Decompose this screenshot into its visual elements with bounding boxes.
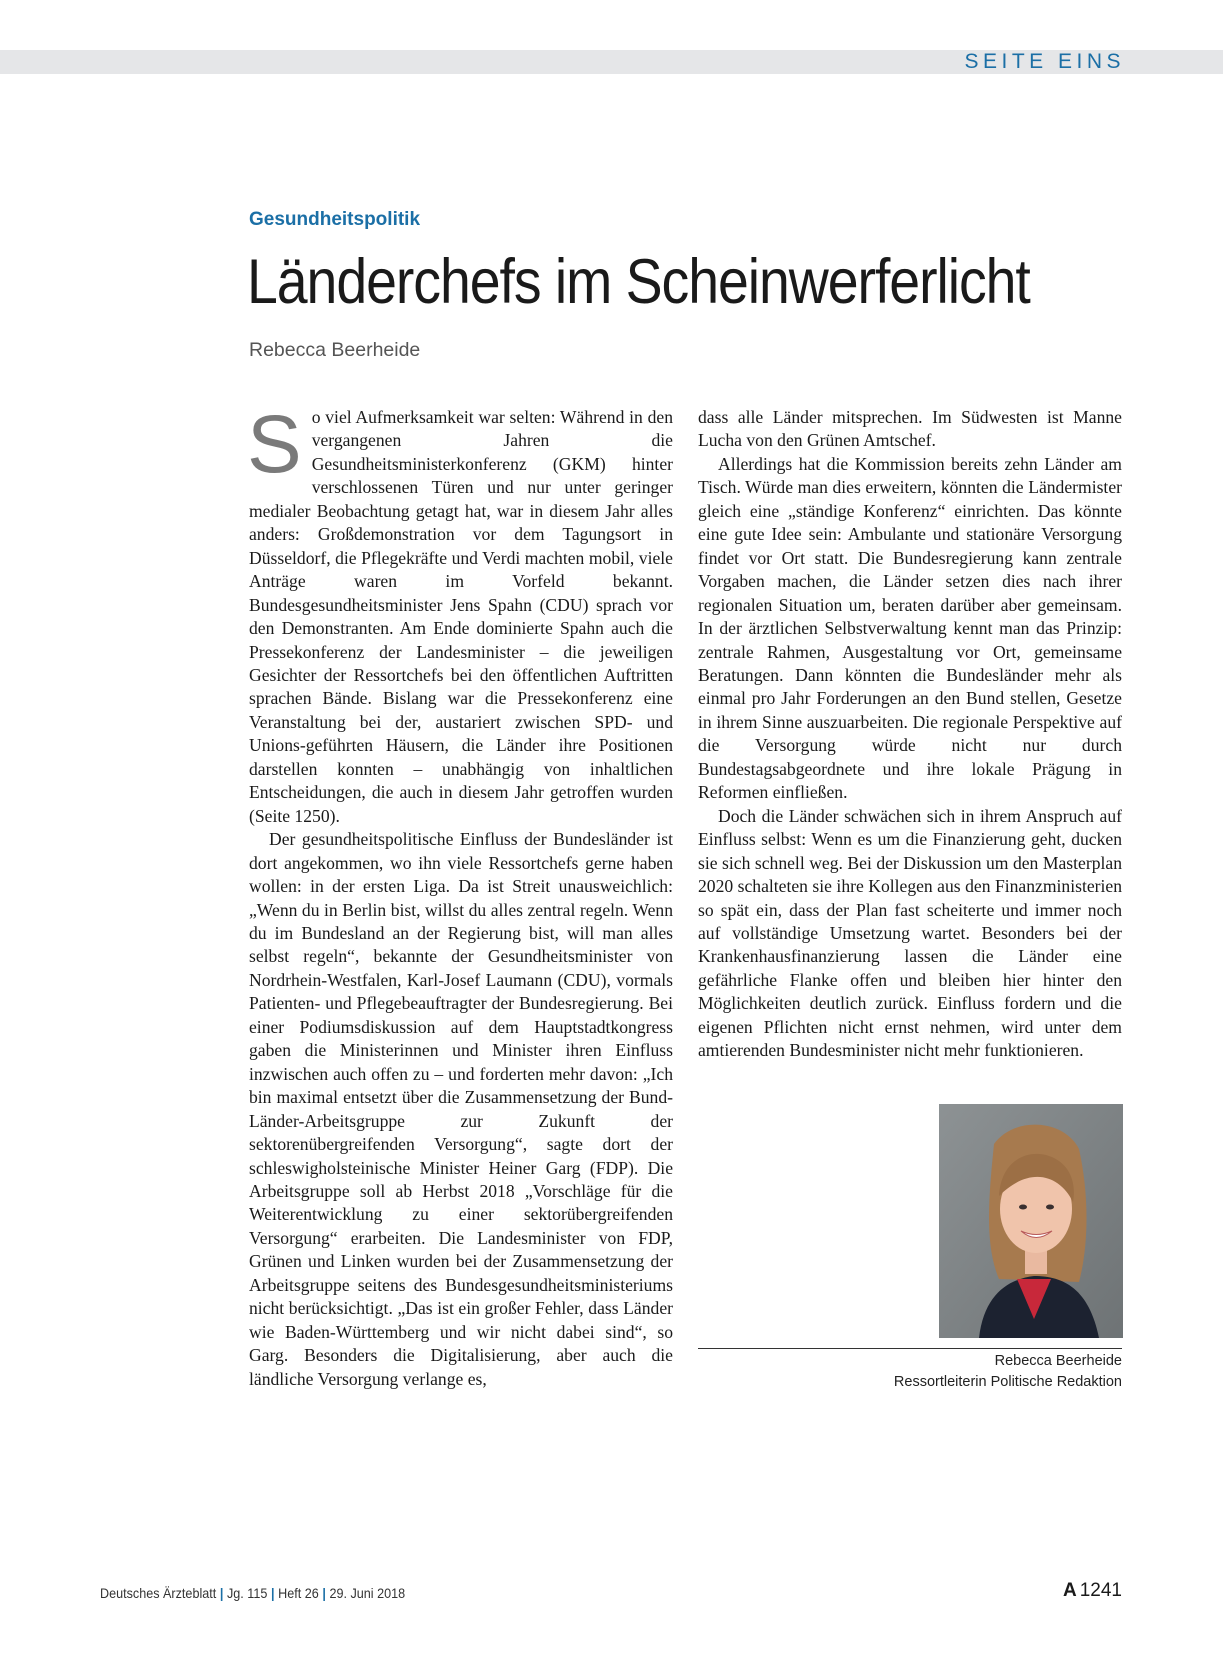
article-headline: Länderchefs im Scheinwerferlicht [247, 247, 1030, 317]
drop-cap: S [247, 399, 302, 490]
article-paragraph: Der gesundheitspolitische Einfluss der Bundesländer ist dort angekommen, wo ihn viele Ressortchefs gerne haben wollen: in der ersten Liga. Da ist Streit unausweichlich: „Wenn du in Berlin bist, willst du alles zentral regeln. Wenn du im Bundesland an der Regierung bist, will man alles selbst regeln“, bekannte der Gesundheitsminister von Nordrhein-Westfalen, Karl-Josef Laumann (CDU), vormals Patienten- und Pflegebeauftragter der Bundesregierung. Bei einer Podiumsdiskussion auf dem Hauptstadtkongress gaben die Ministerinnen und Minister ihren Einfluss inzwischen auch offen zu – und forderten mehr davon: „Ich bin maximal entsetzt über die Zusammensetzung der Bund-Länder-Arbeitsgruppe zur Zukunft der sektorenübergreifenden Versorgung“, sagte dort der schleswigholsteinische Minister Heiner Garg (FDP). Die Arbeitsgruppe soll ab Herbst 2018 „Vorschläge für die Weiterentwicklung zu einer sektorübergreifenden Versorgung“ erarbeiten. Die Landesminister von FDP, Grünen und Linken wurden bei der Zusammensetzung der Arbeitsgruppe seitens des Bundesgesundheitsministeriums nicht berücksichtigt. „Das ist ein großer Fehler, dass Länder wie Baden-Württemberg und wir nicht dabei sind“, so Garg. Besonders die Digitalisierung, aber auch die ländliche Versorgung verlange es, [249, 829, 673, 1389]
caption-divider [698, 1348, 1122, 1349]
footer-date: 29. Juni 2018 [329, 1585, 406, 1601]
caption-name: Rebecca Beerheide [994, 1353, 1122, 1369]
footer-volume: Jg. 115 [226, 1585, 268, 1601]
article-paragraph [247, 399, 673, 828]
footer-separator: | [270, 1585, 275, 1601]
author-portrait [939, 1104, 1123, 1338]
page-number-value: 1241 [1079, 1580, 1122, 1601]
article-paragraph: dass alle Länder mitsprechen. Im Südwesten ist Manne Lucha von den Grünen Amtschef. [698, 407, 1122, 451]
paragraph-text: o viel Aufmerksamkeit war selten: Während in den vergangenen Jahren die Gesundheitsministerkonferenz (GKM) hinter verschlossenen Türen und nur unter geringer medialer Beobachtung getagt hat, war in diesem Jahr alles anders: Großdemonstration vor dem Tagungsort in Düsseldorf, die Pflegekräfte und Verdi machten mobil, viele Anträge waren im Vorfeld bekannt. Bundesgesundheitsminister Jens Spahn (CDU) sprach vor den Demonstranten. Am Ende dominierte Spahn auch die Pressekonferenz der Landesminister – die jeweiligen Gesichter der Ressortchefs bei den öffentlichen Auftritten sprachen Bände. Bislang war die Pressekonferenz eine Veranstaltung bei der, austariert zwischen SPD- und Unions-geführten Häusern, die Länder ihre Positionen darstellen konnten – unabhängig von inhaltlichen Entscheidungen, die auch in diesem Jahr getroffen wurden (Seite 1250). [249, 407, 673, 826]
page-number [1063, 1580, 1122, 1602]
article-column-left [247, 399, 673, 1391]
page-footer [100, 1585, 405, 1601]
footer-separator: | [322, 1585, 326, 1601]
footer-issue: Heft 26 [278, 1585, 319, 1601]
page-prefix: A [1062, 1580, 1077, 1601]
section-label: SEITE EINS [964, 50, 1125, 73]
article-kicker: Gesundheitspolitik [249, 209, 421, 230]
article-paragraph: Doch die Länder schwächen sich in ihrem Anspruch auf Einfluss selbst: Wenn es um die Finanzierung geht, ducken sie sich schnell weg. Bei der Diskussion um den Masterplan 2020 schalteten sie ihre Kollegen aus den Finanzministerien so spät ein, dass der Plan fast scheiterte und immer noch auf vollständige Umsetzung wartet. Besonders bei der Krankenhausfinanzierung lassen die Länder eine gefährliche Flanke offen und bleiben hier hinter den Möglichkeiten deutlich zurück. Einfluss fordern und die eigenen Pflichten nicht ernst nehmen, wird unter dem amtierenden Bundesminister nicht mehr funktionieren. [698, 805, 1122, 1061]
caption-role: Ressortleiterin Politische Redaktion [893, 1374, 1122, 1390]
article-author: Rebecca Beerheide [249, 339, 421, 361]
article-column-right [698, 406, 1122, 1063]
footer-separator: | [219, 1585, 224, 1601]
footer-publication: Deutsches Ärzteblatt [100, 1585, 217, 1601]
portrait-illustration [939, 1104, 1123, 1338]
article-paragraph: Allerdings hat die Kommission bereits zehn Länder am Tisch. Würde man dies erweitern, könnten die Ländermister gleich eine „ständige Konferenz“ einrichten. Das könnte eine gute Idee sein: Ambulante und stationäre Versorgung findet vor Ort statt. Die Bundesregierung kann zentrale Vorgaben machen, die Länder setzen dies nach ihrer regionalen Situation um, beraten darüber aber gemeinsam. In der ärztlichen Selbstverwaltung kennt man das Prinzip: zentrale Rahmen, Ausgestaltung vor Ort, gemeinsame Beratungen. Dann könnten die Bundesländer mehr als einmal pro Jahr Forderungen an den Bund stellen, Gesetze in ihrem Sinne auszuarbeiten. Die regionale Perspektive auf die Versorgung würde nicht nur durch Bundestagsabgeordnete und ihre lokale Prägung in Reformen einfließen. [698, 453, 1122, 803]
